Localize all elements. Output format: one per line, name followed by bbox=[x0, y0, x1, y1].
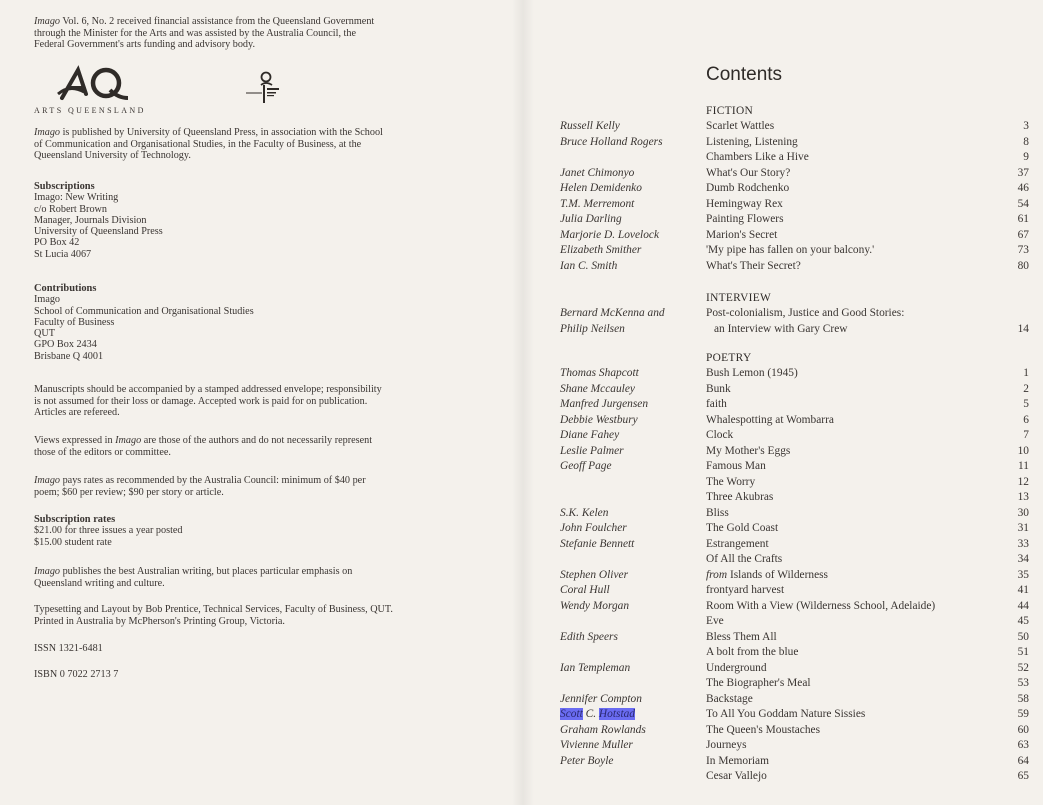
toc-row: Chambers Like a Hive 9 bbox=[706, 151, 1029, 163]
toc-row: Diane Fahey Clock 7 bbox=[560, 429, 1029, 441]
toc-row: Shane Mccauley Bunk 2 bbox=[560, 382, 1029, 395]
subscriptions-heading: Subscriptions bbox=[34, 181, 95, 192]
toc-row: Philip Neilsen an Interview with Gary Crew 14 bbox=[560, 322, 1029, 335]
toc-row: The Biographer's Meal 53 bbox=[706, 677, 1029, 689]
toc-row: Julia Darling Painting Flowers 61 bbox=[560, 213, 1029, 225]
subscription-rates-block: Subscription rates $21.00 for three issues a year posted $15.00 student rate bbox=[34, 514, 183, 548]
toc-row: Stephen Oliver from Islands of Wilderness 35 bbox=[560, 568, 1029, 581]
typesetting-paragraph: Typesetting and Layout by Bob Prentice, Technical Services, Faculty of Business, QUT. Printed in Australia by McPherson's Printing Group, Victoria. bbox=[34, 604, 393, 627]
contributions-block: Contributions Imago School of Communication and Organisational Studies Faculty of Business QUT GPO Box 2434 Brisbane Q 4001 bbox=[34, 283, 254, 362]
text-selection-highlight[interactable]: Hotstad bbox=[598, 708, 635, 720]
issn: ISSN 1321-6481 bbox=[34, 643, 103, 654]
arts-queensland-mark-icon bbox=[56, 64, 136, 104]
toc-row: Janet Chimonyo What's Our Story? 37 bbox=[560, 166, 1029, 179]
right-page bbox=[520, 0, 1043, 805]
imago-italic: Imago bbox=[34, 16, 61, 27]
publisher-paragraph: Imago is published by University of Queensland Press, in association with the School of Communication and Organisational Studies, in the Faculty of Business, at the Queensland University of Technology. bbox=[34, 127, 383, 162]
toc-row: Debbie Westbury Whalespotting at Wombarra 6 bbox=[560, 413, 1029, 426]
toc-row: Vivienne Muller Journeys 63 bbox=[560, 739, 1029, 751]
toc-row: Eve 45 bbox=[706, 615, 1029, 627]
toc-row: Russell Kelly Scarlet Wattles 3 bbox=[560, 120, 1029, 132]
highlighted-author[interactable]: Scott C. Hotstad bbox=[560, 708, 635, 720]
toc-row: Leslie Palmer My Mother's Eggs 10 bbox=[560, 444, 1029, 457]
toc-row: Cesar Vallejo 65 bbox=[706, 770, 1029, 782]
toc-row: Stefanie Bennett Estrangement 33 bbox=[560, 537, 1029, 550]
toc-row: Geoff Page Famous Man 11 bbox=[560, 460, 1029, 472]
toc-row-highlighted: Scott C. Hotstad To All You Goddam Nature Sissies 59 bbox=[560, 708, 1029, 720]
toc-row: Ian Templeman Underground 52 bbox=[560, 661, 1029, 674]
poetry-heading: POETRY bbox=[706, 352, 752, 364]
toc-row: Edith Speers Bless Them All 50 bbox=[560, 630, 1029, 643]
toc-row: The Worry 12 bbox=[706, 475, 1029, 488]
toc-row: Of All the Crafts 34 bbox=[706, 553, 1029, 565]
toc-row: John Foulcher The Gold Coast 31 bbox=[560, 522, 1029, 534]
toc-row: Bernard McKenna and Post-colonialism, Justice and Good Stories: bbox=[560, 307, 905, 319]
subscriptions-block: Subscriptions Imago: New Writing c/o Robert Brown Manager, Journals Division University of Queensland Press PO Box 42 St Lucia 4067 bbox=[34, 181, 163, 260]
toc-row: Elizabeth Smither 'My pipe has fallen on your balcony.' 73 bbox=[560, 244, 1029, 256]
left-page bbox=[0, 0, 520, 805]
rates-paragraph: Imago pays rates as recommended by the Australia Council: minimum of $40 per poem; $60 per review; $90 per story or article. bbox=[34, 475, 366, 498]
arts-queensland-logo bbox=[34, 64, 164, 120]
toc-row: Graham Rowlands The Queen's Moustaches 60 bbox=[560, 723, 1029, 736]
australia-council-logo-icon bbox=[244, 71, 290, 105]
toc-row: Thomas Shapcott Bush Lemon (1945) 1 bbox=[560, 367, 1029, 379]
isbn: ISBN 0 7022 2713 7 bbox=[34, 669, 119, 680]
toc-row: Manfred Jurgensen faith 5 bbox=[560, 398, 1029, 410]
interview-heading: INTERVIEW bbox=[706, 292, 772, 304]
views-paragraph: Views expressed in Imago are those of the authors and do not necessarily represent those of the editors or committee. bbox=[34, 435, 373, 458]
intro-paragraph: Imago Vol. 6, No. 2 received financial assistance from the Queensland Government through the Minister for the Arts and was assisted by the Australia Council, the Federal Government's arts funding and advisory body. bbox=[34, 16, 375, 51]
toc-row: Coral Hull frontyard harvest 41 bbox=[560, 584, 1029, 596]
toc-row: Three Akubras 13 bbox=[706, 491, 1029, 503]
contents-title: Contents bbox=[706, 64, 783, 85]
toc-row: Peter Boyle In Memoriam 64 bbox=[560, 754, 1029, 767]
publishes-paragraph: Imago publishes the best Australian writing, but places particular emphasis on Queensland writing and culture. bbox=[34, 566, 353, 589]
toc-row: Helen Demidenko Dumb Rodchenko 46 bbox=[560, 182, 1029, 194]
toc-row: Ian C. Smith What's Their Secret? 80 bbox=[560, 259, 1029, 272]
manuscripts-paragraph: Manuscripts should be accompanied by a stamped addressed envelope; responsibility is not assumed for their loss or damage. Accepted work is paid for on publication. Articles are refereed. bbox=[34, 384, 382, 419]
toc-row: Bruce Holland Rogers Listening, Listening 8 bbox=[560, 135, 1029, 148]
contributions-heading: Contributions bbox=[34, 283, 97, 294]
toc-row: Marjorie D. Lovelock Marion's Secret 67 bbox=[560, 228, 1029, 241]
toc-row: T.M. Merremont Hemingway Rex 54 bbox=[560, 197, 1029, 210]
toc-row: Wendy Morgan Room With a View (Wilderness School, Adelaide) 44 bbox=[560, 599, 1029, 612]
toc-row: A bolt from the blue 51 bbox=[706, 646, 1029, 658]
toc-row: Jennifer Compton Backstage 58 bbox=[560, 692, 1029, 705]
subscription-rates-heading: Subscription rates bbox=[34, 514, 116, 525]
fiction-heading: FICTION bbox=[706, 105, 754, 117]
arts-queensland-text: ARTS QUEENSLAND bbox=[34, 106, 146, 115]
toc-row: S.K. Kelen Bliss 30 bbox=[560, 506, 1029, 519]
text-selection-highlight[interactable]: Scott bbox=[560, 708, 583, 720]
